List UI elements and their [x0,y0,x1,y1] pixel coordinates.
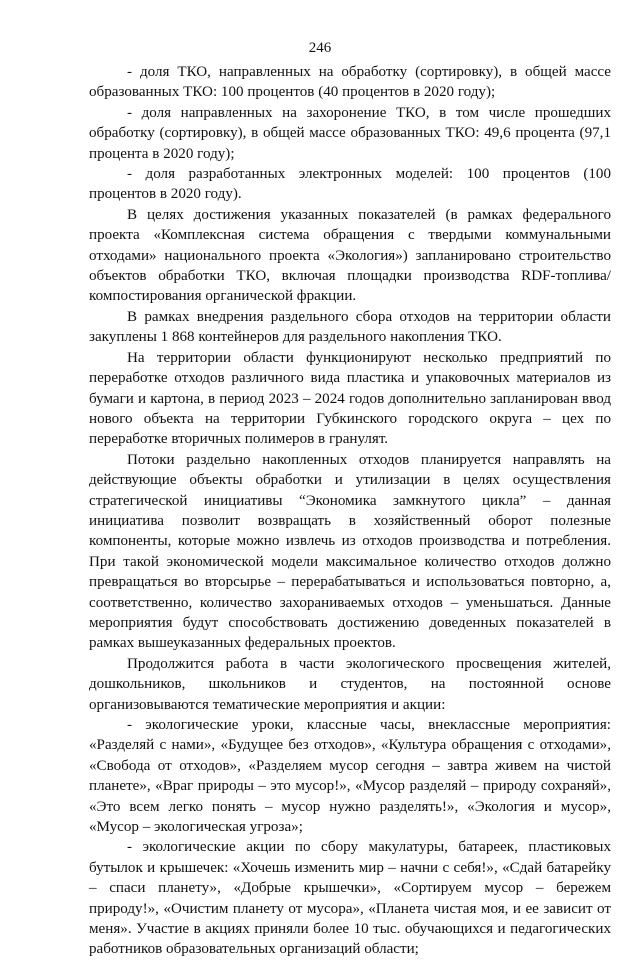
paragraph: - экологические акции по сбору макулатуры, батареек, пластиковых бутылок и крышечек: «Хочешь изменить мир – начни с себя!», «Сдай батарейку – спаси планету», «Добрые крышечки», «Сортируем мусор – бережем природу!», «Очистим планету от мусора», «Планета чистая моя, и ее зависит от меня». Участие в акциях приняли более 10 тыс. обучающихся и педагогических работников образовательных организаций области; [89,839,611,958]
paragraph: На территории области функционируют несколько предприятий по переработке отходов различного вида пластика и упаковочных материалов из бумаги и картона, в период 2023 – 2024 годов дополнительно запланирован ввод нового объекта на территории Губкинского городского округа – цех по переработке вторичных полимеров в гранулят. [89,349,611,448]
paragraph: Продолжится работа в части экологического просвещения жителей, дошкольников, школьников и студентов, на постоянной основе организовываются тематические мероприятия и акции: [89,655,611,713]
paragraph: Потоки раздельно накопленных отходов планируется направлять на действующие объекты обработки и утилизации в целях осуществления стратегической инициативы “Экономика замкнутого цикла” – данная инициатива позволит возвращать в хозяйственный оборот полезные компоненты, которые можно извлечь из отходов производства и потребления. При такой экономической модели максимальное количество отходов должно превращаться во вторсырье – перерабатываться и использоваться повторно, а, соответственно, количество захораниваемых отходов – уменьшаться. Данные мероприятия будут способствовать достижению доведенных показателей в рамках вышеуказанных федеральных проектов. [89,451,611,652]
paragraph: - доля ТКО, направленных на обработку (сортировку), в общей массе образованных ТКО: 100 процентов (40 процентов в 2020 году); [89,64,611,101]
page-number: 246 [308,40,332,56]
paragraph: - доля разработанных электронных моделей: 100 процентов (100 процентов в 2020 году). [89,166,611,203]
paragraph: В целях достижения указанных показателей (в рамках федерального проекта «Комплексная система обращения с твердыми коммунальными отходами» национального проекта «Экология») запланировано строительство объектов обработки ТКО, включая площадки производства RDF-топлива/компостирования органической фракции. [89,206,611,305]
paragraph: В рамках внедрения раздельного сбора отходов на территории области закуплены 1 868 контейнеров для раздельного накопления ТКО. [89,308,611,346]
paragraph: - экологические уроки, классные часы, внеклассные мероприятия: «Разделяй с нами», «Будущее без отходов», «Культура обращения с отходами», «Свобода от отходов», «Разделяем мусор сегодня – завтра живем на чистой планете», «Враг природы – это мусор!», «Мусор разделяй – природу сохраняй», «Это всем легко понять – мусор нужно разделять!», «Экология и мусор», «Мусор – экологическая угроза»; [89,717,611,836]
paragraph: - доля направленных на захоронение ТКО, в том числе прошедших обработку (сортировку), в общей массе образованных ТКО: 49,6 процента (97,1 процента в 2020 году); [89,104,611,162]
document-body [89,62,611,960]
